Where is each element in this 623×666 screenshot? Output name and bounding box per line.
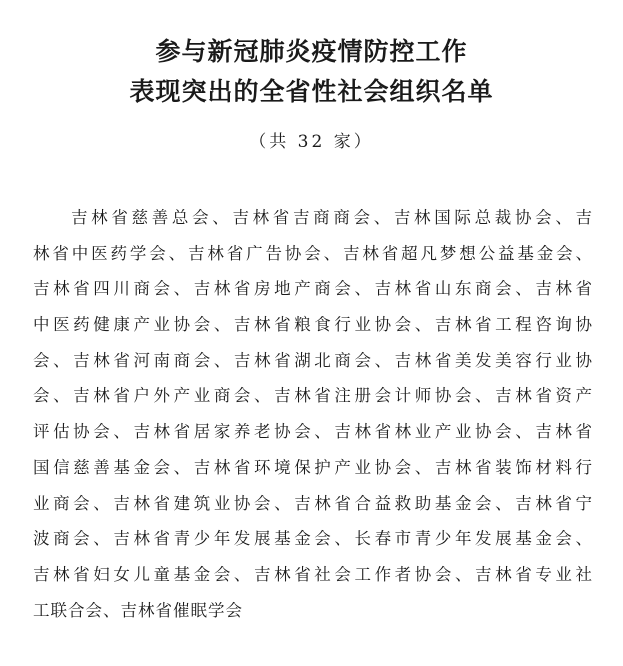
body-line: 吉林省慈善总会、吉林省吉商商会、吉林国际总裁协会、吉: [71, 208, 593, 227]
body-line: 评估协会、吉林省居家养老协会、吉林省林业产业协会、吉林省: [33, 422, 593, 442]
body-line: 工联合会、吉林省催眠学会: [33, 600, 243, 620]
body-line: 业商会、吉林省建筑业协会、吉林省合益救助基金会、吉林省宁: [33, 493, 593, 513]
body-line: 林省中医药学会、吉林省广告协会、吉林省超凡梦想公益基金会、: [33, 243, 593, 263]
body-line: 吉林省四川商会、吉林省房地产商会、吉林省山东商会、吉林省: [33, 279, 593, 299]
subtitle-count: （共 32 家）: [249, 132, 374, 152]
body-line: 波商会、吉林省青少年发展基金会、长春市青少年发展基金会、: [33, 529, 593, 549]
organization-list: [33, 200, 593, 628]
body-line: 会、吉林省户外产业商会、吉林省注册会计师协会、吉林省资产: [33, 386, 593, 406]
body-line: 中医药健康产业协会、吉林省粮食行业协会、吉林省工程咨询协: [33, 315, 593, 335]
title-line-2: 表现突出的全省性社会组织名单: [129, 77, 494, 106]
body-line: 吉林省妇女儿童基金会、吉林省社会工作者协会、吉林省专业社: [33, 564, 593, 584]
body-line: 国信慈善基金会、吉林省环境保护产业协会、吉林省装饰材料行: [33, 457, 593, 477]
body-line: 会、吉林省河南商会、吉林省湖北商会、吉林省美发美容行业协: [33, 350, 593, 370]
title-line-1: 参与新冠肺炎疫情防控工作: [155, 37, 468, 66]
